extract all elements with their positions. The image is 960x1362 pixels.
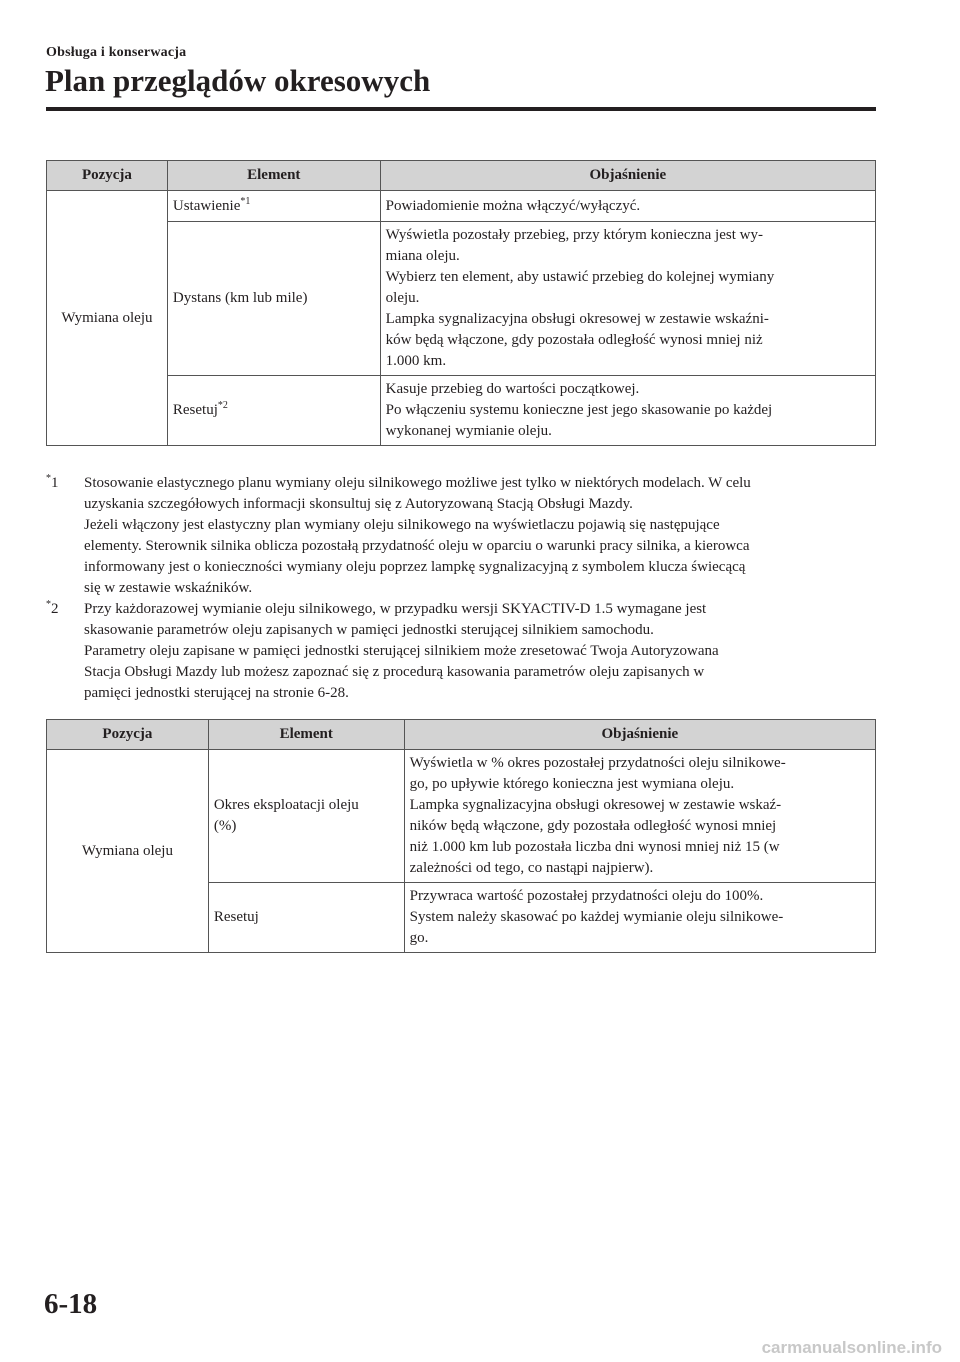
explanation-line: Kasuje przebieg do wartości początkowej. (385, 381, 640, 397)
footnote-1 (46, 473, 876, 599)
explanation-line: Lampka sygnalizacyjna obsługi okresowej w zestawie wskaź- (409, 797, 782, 813)
section-label: Obsługa i konserwacja (46, 45, 187, 60)
element-line: Okres eksploatacji oleju (213, 797, 359, 813)
footnotes (46, 473, 876, 704)
footnote-number: 1 (51, 475, 59, 491)
explanation-cell (380, 191, 875, 222)
explanation-line: Wybierz ten element, aby ustawić przebieg do kolejnej wymiany (385, 269, 775, 285)
footnote-line: elementy. Sterownik silnika oblicza pozostałą przydatność oleju w oparciu o warunki pracy silnika, a kierowca (84, 538, 750, 554)
position-cell: Wymiana oleju (47, 191, 168, 446)
table-header-row (47, 720, 876, 750)
footnote-label (46, 599, 59, 620)
element-cell (208, 750, 404, 883)
footnote-asterisk: * (46, 599, 51, 610)
element-line: Resetuj (213, 909, 259, 925)
element-label: Resetuj (172, 402, 218, 418)
explanation-line: Przywraca wartość pozostałej przydatności oleju do 100%. (409, 888, 764, 904)
explanation-line: ków będą włączone, gdy pozostała odległość wynosi mniej niż (385, 332, 763, 348)
spec-table-2 (46, 719, 876, 953)
explanation-line: 1.000 km. (385, 353, 447, 369)
explanation-line: Po włączeniu systemu konieczne jest jego skasowanie po każdej (385, 402, 773, 418)
explanation-line: go. (409, 930, 429, 946)
explanation-line: ników będą włączone, gdy pozostała odległość wynosi mniej (409, 818, 777, 834)
title-rule (46, 107, 876, 111)
explanation-line: niż 1.000 km lub pozostała liczba dni wynosi mniej niż 15 (w (409, 839, 780, 855)
table-row (47, 222, 876, 376)
header-position: Pozycja (47, 161, 168, 191)
explanation-cell (404, 883, 875, 953)
footnote-mark: *2 (217, 400, 228, 411)
footnote-line: Parametry oleju zapisane w pamięci jednostki sterującej silnikiem może zresetować Twoja Autoryzowana (84, 643, 719, 659)
explanation-line: zależności od tego, co nastąpi najpierw). (409, 860, 654, 876)
explanation-cell (380, 222, 875, 376)
table-row (47, 376, 876, 446)
footnote-line: uzyskania szczegółowych informacji skonsultuj się z Autoryzowaną Stacją Obsługi Mazdy. (84, 496, 633, 512)
explanation-line: Wyświetla w % okres pozostałej przydatności oleju silnikowe- (409, 755, 786, 771)
footnote-line: informowany jest o konieczności wymiany oleju poprzez lampkę sygnalizacyjną z symbolem klucza świecącą (84, 559, 746, 575)
header-position: Pozycja (47, 720, 209, 750)
explanation-line: Wyświetla pozostały przebieg, przy którym konieczna jest wy- (385, 227, 763, 243)
element-cell (167, 191, 380, 222)
footnote-line: Stosowanie elastycznego planu wymiany oleju silnikowego możliwe jest tylko w niektórych modelach. W celu (84, 475, 751, 491)
explanation-line: oleju. (385, 290, 420, 306)
explanation-line: miana oleju. (385, 248, 460, 264)
explanation-line: System należy skasować po każdej wymianie oleju silnikowe- (409, 909, 784, 925)
explanation-line: wykonanej wymianie oleju. (385, 423, 552, 439)
element-cell (167, 376, 380, 446)
header-explanation: Objaśnienie (404, 720, 875, 750)
footnote-number: 2 (51, 601, 59, 617)
spec-table-1 (46, 160, 876, 446)
explanation-line: go, po upływie którego konieczna jest wymiana oleju. (409, 776, 735, 792)
explanation-cell (380, 376, 875, 446)
page-number: 6-18 (44, 1288, 98, 1320)
explanation-cell (404, 750, 875, 883)
footnote-mark: *1 (240, 195, 251, 207)
footnote-asterisk: * (46, 473, 51, 484)
page-title: Plan przeglądów okresowych (45, 63, 431, 98)
footnote-line: się w zestawie wskaźników. (84, 580, 253, 596)
footnote-line: pamięci jednostki sterującej na stronie 6-28. (84, 685, 349, 701)
footnote-line: skasowanie parametrów oleju zapisanych w pamięci jednostki sterującej silnikiem samochodu. (84, 622, 654, 638)
explanation-line: Lampka sygnalizacyjna obsługi okresowej w zestawie wskaźni- (385, 311, 769, 327)
explanation-line: Powiadomienie można włączyć/wyłączyć. (385, 197, 641, 214)
element-line: (%) (213, 818, 237, 834)
element-label: Ustawienie (172, 197, 241, 214)
header-element: Element (167, 161, 380, 191)
element-cell: Dystans (km lub mile) (167, 222, 380, 376)
footnote-line: Jeżeli włączony jest elastyczny plan wymiany oleju silnikowego na wyświetlaczu pojawią się następujące (84, 517, 720, 533)
table-row (47, 191, 876, 222)
position-cell: Wymiana oleju (47, 750, 209, 953)
footnote-line: Przy każdorazowej wymianie oleju silnikowego, w przypadku wersji SKYACTIV-D 1.5 wymagane jest (84, 601, 707, 617)
element-cell (208, 883, 404, 953)
header-explanation: Objaśnienie (380, 161, 875, 191)
table-header-row (47, 161, 876, 191)
header-element: Element (208, 720, 404, 750)
table-row (47, 750, 876, 883)
watermark: carmanualsonline.info (761, 1338, 942, 1357)
footnote-label (46, 473, 59, 494)
footnote-line: Stacja Obsługi Mazdy lub możesz zapoznać się z procedurą kasowania parametrów oleju zapisanych w (84, 664, 705, 680)
footnote-2 (46, 599, 876, 704)
